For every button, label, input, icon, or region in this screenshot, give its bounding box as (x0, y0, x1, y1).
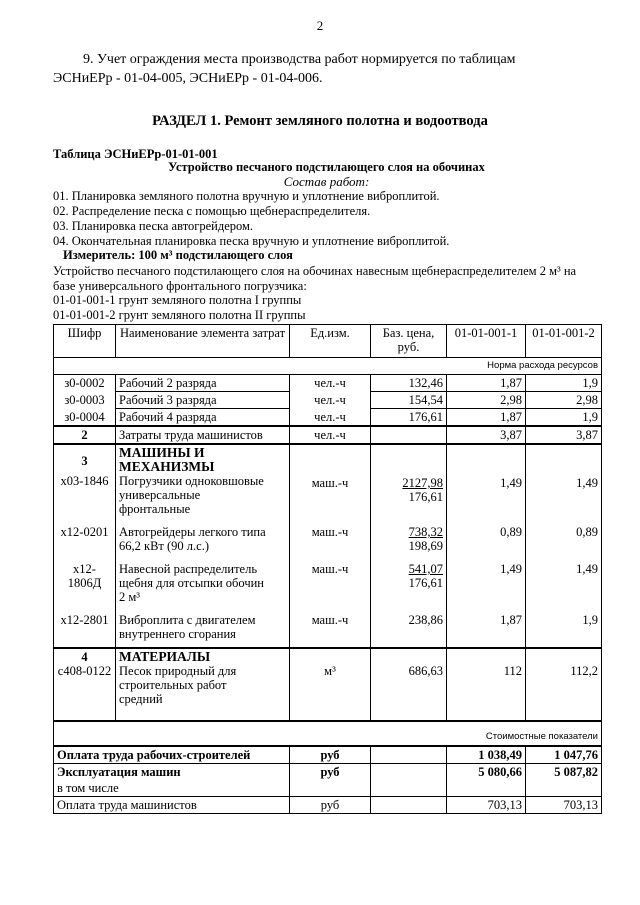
row-value-2: 1,9 (526, 409, 602, 427)
row-code: з0-0003 (54, 392, 116, 409)
table-row (54, 517, 602, 554)
total-unit: руб (290, 797, 371, 814)
intro-note-line-2: ЭСНиЕРр - 01-04-005, ЭСНиЕРр - 01-04-006. (53, 71, 323, 86)
row-code: х12-2801 (54, 605, 116, 648)
price-machinist: 176,61 (408, 576, 443, 590)
row-value-1-text: 112 (503, 664, 522, 678)
row-name-line: 66,2 кВт (90 л.с.) (119, 539, 209, 553)
row-unit (290, 648, 371, 721)
header-price: Баз. цена, руб. (371, 325, 447, 358)
row-value-1: 1,87 (447, 409, 526, 427)
total-value-1 (447, 780, 526, 797)
row-name: Рабочий 2 разряда (116, 375, 290, 392)
row-unit: чел.-ч (290, 375, 371, 392)
table-header (54, 325, 602, 358)
total-row (54, 797, 602, 814)
total-value-2: 703,13 (526, 797, 602, 814)
total-unit (290, 780, 371, 797)
section-title: РАЗДЕЛ 1. Ремонт земляного полотна и водоотвода (152, 113, 488, 129)
work-item: 01. Планировка земляного полотна вручную и уплотнение виброплитой. (53, 189, 440, 203)
norm-row (54, 358, 602, 375)
row-price-value: 686,63 (408, 664, 443, 678)
row-value-1: 1,49 (447, 554, 526, 605)
works-heading: Состав работ: (283, 174, 370, 189)
row-name-line: внутреннего сгорания (119, 627, 236, 641)
row-name-line: строительных работ (119, 678, 227, 692)
description-line: 01-01-001-2 грунт земляного полотна II группы (53, 307, 306, 322)
cost-label: Стоимостные показатели (54, 721, 602, 746)
row-value-2-text: 1,49 (576, 476, 598, 490)
row-name-line: универсальные (119, 488, 201, 502)
work-item: 04. Окончательная планировка песка вручную и уплотнение виброплитой. (53, 234, 450, 248)
row-code: 2 (54, 426, 116, 444)
row-value-2-text: 112,2 (570, 664, 598, 678)
row-unit-value: маш.-ч (311, 476, 349, 490)
row-unit (290, 444, 371, 517)
table-title: Таблица ЭСНиЕРр-01-01-001 (53, 147, 218, 161)
row-name-line: Автогрейдеры легкого типа (119, 525, 266, 539)
row-code: з0-0004 (54, 409, 116, 427)
row-unit: чел.-ч (290, 426, 371, 444)
row-name-line: Песок природный для (119, 664, 237, 678)
works-list (53, 189, 449, 249)
row-value-2: 3,87 (526, 426, 602, 444)
row-value-1: 3,87 (447, 426, 526, 444)
price-underlined: 541,07 (408, 562, 443, 576)
group-code (54, 444, 116, 517)
row-price: 132,46 (371, 375, 447, 392)
total-value-2: 1 047,76 (526, 746, 602, 764)
row-name (116, 554, 290, 605)
total-price (371, 764, 447, 781)
row-price (371, 554, 447, 605)
row-name: Рабочий 3 разряда (116, 392, 290, 409)
resource-table (53, 324, 602, 814)
price-underlined: 2127,98 (402, 476, 443, 490)
row-value-1: 1,87 (447, 605, 526, 648)
work-item: 02. Распределение песка с помощью щебнераспределителя. (53, 204, 371, 218)
table-row (54, 605, 602, 648)
total-name: в том числе (54, 780, 290, 797)
header-col1: 01-01-001-1 (447, 325, 526, 358)
table-row (54, 426, 602, 444)
row-unit: чел.-ч (290, 392, 371, 409)
intro-note-line-1: 9. Учет ограждения места производства работ нормируется по таблицам (83, 52, 516, 67)
norm-label: Норма расхода ресурсов (54, 358, 602, 375)
row-value-1: 1,87 (447, 375, 526, 392)
work-item: 03. Планировка песка автогрейдером. (53, 219, 254, 233)
group-name (116, 444, 290, 517)
table-row (54, 375, 602, 392)
total-row (54, 746, 602, 764)
price-underlined: 738,32 (408, 525, 443, 539)
row-price: 154,54 (371, 392, 447, 409)
row-code: з0-0002 (54, 375, 116, 392)
row-name (116, 517, 290, 554)
group-name-line: МАТЕРИАЛЫ (119, 649, 211, 664)
group-code-value: 3 (81, 454, 88, 468)
header-unit: Ед.изм. (290, 325, 371, 358)
total-price (371, 797, 447, 814)
row-name-line: фронтальные (119, 502, 191, 516)
row-price (371, 648, 447, 721)
header-name: Наименование элемента затрат (116, 325, 290, 358)
total-value-1: 5 080,66 (447, 764, 526, 781)
row-value-1: 0,89 (447, 517, 526, 554)
header-code: Шифр (54, 325, 116, 358)
row-name-line: Виброплита с двигателем (119, 613, 256, 627)
description-line: базе универсального фронтального погрузчика: (53, 278, 307, 293)
row-code: х12-0201 (54, 517, 116, 554)
row-value-2 (526, 444, 602, 517)
total-name: Оплата труда машинистов (54, 797, 290, 814)
total-value-1: 1 038,49 (447, 746, 526, 764)
cost-row (54, 721, 602, 746)
measurer: Измеритель: 100 м³ подстилающего слоя (63, 248, 293, 262)
table-row (54, 392, 602, 409)
total-name: Эксплуатация машин (54, 764, 290, 781)
row-code: с408-0122 (57, 664, 112, 678)
row-price: 176,61 (371, 409, 447, 427)
row-name-line: Погрузчики одноковшовые (119, 474, 264, 488)
intro-note (53, 50, 600, 88)
group-code (54, 648, 116, 721)
total-row (54, 764, 602, 781)
row-code: х03-1846 (60, 474, 109, 488)
row-name-line: Навесной распределитель (119, 562, 258, 576)
total-value-2 (526, 780, 602, 797)
row-price: 238,86 (371, 605, 447, 648)
row-value-1-text: 1,49 (500, 476, 522, 490)
price-machinist: 198,69 (408, 539, 443, 553)
row-unit-value: м³ (324, 664, 336, 678)
row-value-2: 0,89 (526, 517, 602, 554)
row-unit: маш.-ч (290, 554, 371, 605)
table-row (54, 409, 602, 427)
total-price (371, 746, 447, 764)
total-name: Оплата труда рабочих-строителей (54, 746, 290, 764)
group-name-line: МЕХАНИЗМЫ (119, 459, 215, 474)
description-line: 01-01-001-1 грунт земляного полотна I группы (53, 293, 302, 307)
price-machinist: 176,61 (408, 490, 443, 504)
row-value-2: 1,9 (526, 605, 602, 648)
page-number: 2 (316, 18, 324, 33)
row-value-2 (526, 648, 602, 721)
row-price (371, 444, 447, 517)
total-value-2: 5 087,82 (526, 764, 602, 781)
row-unit: маш.-ч (290, 517, 371, 554)
total-row (54, 780, 602, 797)
header-col2: 01-01-001-2 (526, 325, 602, 358)
row-unit: маш.-ч (290, 605, 371, 648)
row-price (371, 517, 447, 554)
group-code-value: 4 (81, 650, 88, 664)
description-line: Устройство песчаного подстилающего слоя на обочинах навесным щебнераспределителем 2 м³ на (53, 264, 577, 278)
row-name-line: 2 м³ (119, 590, 141, 604)
total-unit: руб (290, 746, 371, 764)
row-value-1 (447, 648, 526, 721)
group-name (116, 648, 290, 721)
row-value-2: 1,49 (526, 554, 602, 605)
table-description (53, 264, 601, 322)
group-row-machines (54, 444, 602, 517)
total-unit: руб (290, 764, 371, 781)
table-row (54, 554, 602, 605)
row-value-2: 1,9 (526, 375, 602, 392)
row-name: Затраты труда машинистов (116, 426, 290, 444)
total-price (371, 780, 447, 797)
row-name: Рабочий 4 разряда (116, 409, 290, 427)
row-value-2: 2,98 (526, 392, 602, 409)
total-value-1: 703,13 (447, 797, 526, 814)
row-code: х12-1806Д (54, 554, 116, 605)
row-price (371, 426, 447, 444)
row-value-1: 2,98 (447, 392, 526, 409)
table-subtitle: Устройство песчаного подстилающего слоя на обочинах (168, 160, 485, 174)
row-name-line: щебня для отсыпки обочин (119, 576, 264, 590)
group-name-line: МАШИНЫ И (119, 445, 205, 460)
row-name (116, 605, 290, 648)
row-unit: чел.-ч (290, 409, 371, 427)
row-value-1 (447, 444, 526, 517)
group-row-materials (54, 648, 602, 721)
row-name-line: средний (119, 692, 163, 706)
